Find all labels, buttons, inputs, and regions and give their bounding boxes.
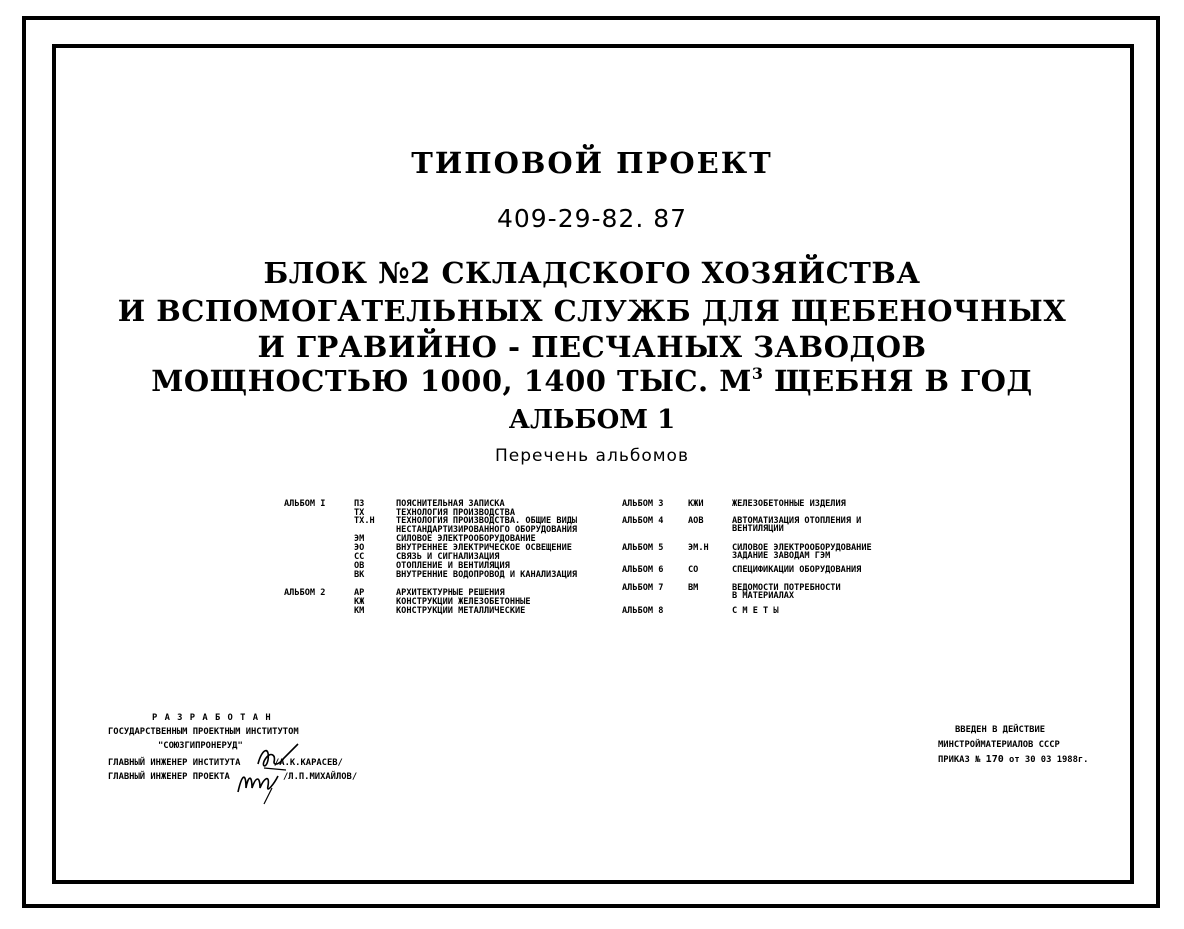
album-section-name-cont: ВЕНТИЛЯЦИИ bbox=[732, 524, 784, 534]
album-label: АЛЬБОМ I bbox=[284, 499, 326, 509]
album-code: ЭМ bbox=[354, 534, 365, 544]
album-code: КЖ bbox=[354, 597, 365, 607]
album-code: ТХ.Н bbox=[354, 516, 375, 526]
album-code: СО bbox=[688, 565, 699, 575]
album-section-name: НЕСТАНДАРТИЗИРОВАННОГО ОБОРУДОВАНИЯ bbox=[396, 525, 578, 535]
album-section-name-cont: В МАТЕРИАЛАХ bbox=[732, 591, 795, 601]
subject-line-1: БЛОК №2 СКЛАДСКОГО ХОЗЯЙСТВА bbox=[263, 256, 921, 290]
album-label: АЛЬБОМ 8 bbox=[622, 606, 664, 616]
album-code: АР bbox=[354, 588, 365, 598]
album-code: АОВ bbox=[688, 516, 704, 526]
album-section-name: ТЕХНОЛОГИЯ ПРОИЗВОДСТВА bbox=[396, 508, 515, 518]
album-section-name: ЖЕЛЕЗОБЕТОННЫЕ ИЗДЕЛИЯ bbox=[732, 499, 846, 509]
album-section-name: КОНСТРУКЦИИ МЕТАЛЛИЧЕСКИЕ bbox=[396, 606, 526, 616]
album-code: КЖИ bbox=[688, 499, 704, 509]
album-section-name: ТЕХНОЛОГИЯ ПРОИЗВОДСТВА. ОБЩИЕ ВИДЫ bbox=[396, 516, 578, 526]
project-engineer-signature bbox=[234, 762, 286, 806]
album-code: КМ bbox=[354, 606, 365, 616]
subject-line-3: И ГРАВИЙНО - ПЕСЧАНЫХ ЗАВОДОВ bbox=[257, 330, 927, 364]
album-title: АЛЬБОМ 1 bbox=[508, 405, 676, 435]
document-title: ТИПОВОЙ ПРОЕКТ bbox=[411, 146, 773, 180]
album-code: ВМ bbox=[688, 583, 699, 593]
album-label: АЛЬБОМ 3 bbox=[622, 499, 664, 509]
album-section-name: ВНУТРЕННИЕ ВОДОПРОВОД И КАНАЛИЗАЦИЯ bbox=[396, 570, 578, 580]
order-date: от 30 03 1988г. bbox=[1009, 755, 1089, 765]
capacity-line: МОЩНОСТЬЮ 1000, 1400 ТЫС. $М^3$ ЩЕБНЯ В ГОД bbox=[151, 364, 1033, 398]
developer-org-line: ГОСУДАРСТВЕННЫМ ПРОЕКТНЫМ ИНСТИТУТОМ bbox=[108, 727, 299, 737]
approval-line-1: ВВЕДЕН В ДЕЙСТВИЕ bbox=[955, 725, 1046, 735]
developer-heading: Р А З Р А Б О Т А Н bbox=[152, 713, 272, 723]
chief-engineer-name: /А.К.КАРАСЕВ/ bbox=[274, 758, 343, 768]
album-label: АЛЬБОМ 5 bbox=[622, 543, 664, 553]
album-label: АЛЬБОМ 2 bbox=[284, 588, 326, 598]
album-code: ПЗ bbox=[354, 499, 365, 509]
album-section-name-cont: ЗАДАНИЕ ЗАВОДАМ ГЭМ bbox=[732, 551, 831, 561]
developer-org-name: "СОЮЗГИПРОНЕРУД" bbox=[158, 741, 243, 751]
project-number: 409-29-82. 87 bbox=[496, 204, 688, 233]
chief-engineer-label: ГЛАВНЫЙ ИНЖЕНЕР ИНСТИТУТА bbox=[108, 758, 241, 768]
album-label: АЛЬБОМ 7 bbox=[622, 583, 664, 593]
album-section-name: СИЛОВОЕ ЭЛЕКТРООБОРУДОВАНИЕ bbox=[732, 543, 872, 553]
album-code: ОВ bbox=[354, 561, 365, 571]
album-code: ТХ bbox=[354, 508, 365, 518]
album-section-name: СИЛОВОЕ ЭЛЕКТРООБОРУДОВАНИЕ bbox=[396, 534, 536, 544]
album-section-name: С М Е Т Ы bbox=[732, 606, 779, 616]
album-section-name: СПЕЦИФИКАЦИИ ОБОРУДОВАНИЯ bbox=[732, 565, 862, 575]
album-section-name: СВЯЗЬ И СИГНАЛИЗАЦИЯ bbox=[396, 552, 500, 562]
album-section-name: АРХИТЕКТУРНЫЕ РЕШЕНИЯ bbox=[396, 588, 505, 598]
approval-order: ПРИКАЗ № 170 от 30 03 1988г. bbox=[938, 754, 1089, 765]
album-section-name: ПОЯСНИТЕЛЬНАЯ ЗАПИСКА bbox=[396, 499, 505, 509]
album-label: АЛЬБОМ 4 bbox=[622, 516, 664, 526]
album-section-name: КОНСТРУКЦИИ ЖЕЛЕЗОБЕТОННЫЕ bbox=[396, 597, 531, 607]
project-engineer-name: /Л.П.МИХАЙЛОВ/ bbox=[283, 772, 358, 782]
album-code: ЭМ.Н bbox=[688, 543, 709, 553]
album-code: ВК bbox=[354, 570, 365, 580]
album-list-title: Перечень альбомов bbox=[495, 446, 689, 466]
subject-line-2: И ВСПОМОГАТЕЛЬНЫХ СЛУЖБ ДЛЯ ЩЕБЕНОЧНЫХ bbox=[117, 294, 1067, 328]
album-label: АЛЬБОМ 6 bbox=[622, 565, 664, 575]
album-code: ЭО bbox=[354, 543, 365, 553]
album-section-name: АВТОМАТИЗАЦИЯ ОТОПЛЕНИЯ И bbox=[732, 516, 862, 526]
album-section-name: ВНУТРЕННЕЕ ЭЛЕКТРИЧЕСКОЕ ОСВЕЩЕНИЕ bbox=[396, 543, 572, 553]
album-section-name: ОТОПЛЕНИЕ И ВЕНТИЛЯЦИЯ bbox=[396, 561, 510, 571]
album-section-name: ВЕДОМОСТИ ПОТРЕБНОСТИ bbox=[732, 583, 841, 593]
order-number: 170 bbox=[985, 754, 1004, 765]
approval-line-2: МИНСТРОЙМАТЕРИАЛОВ СССР bbox=[938, 740, 1060, 750]
project-engineer-label: ГЛАВНЫЙ ИНЖЕНЕР ПРОЕКТА bbox=[108, 772, 230, 782]
album-code: СС bbox=[354, 552, 365, 562]
